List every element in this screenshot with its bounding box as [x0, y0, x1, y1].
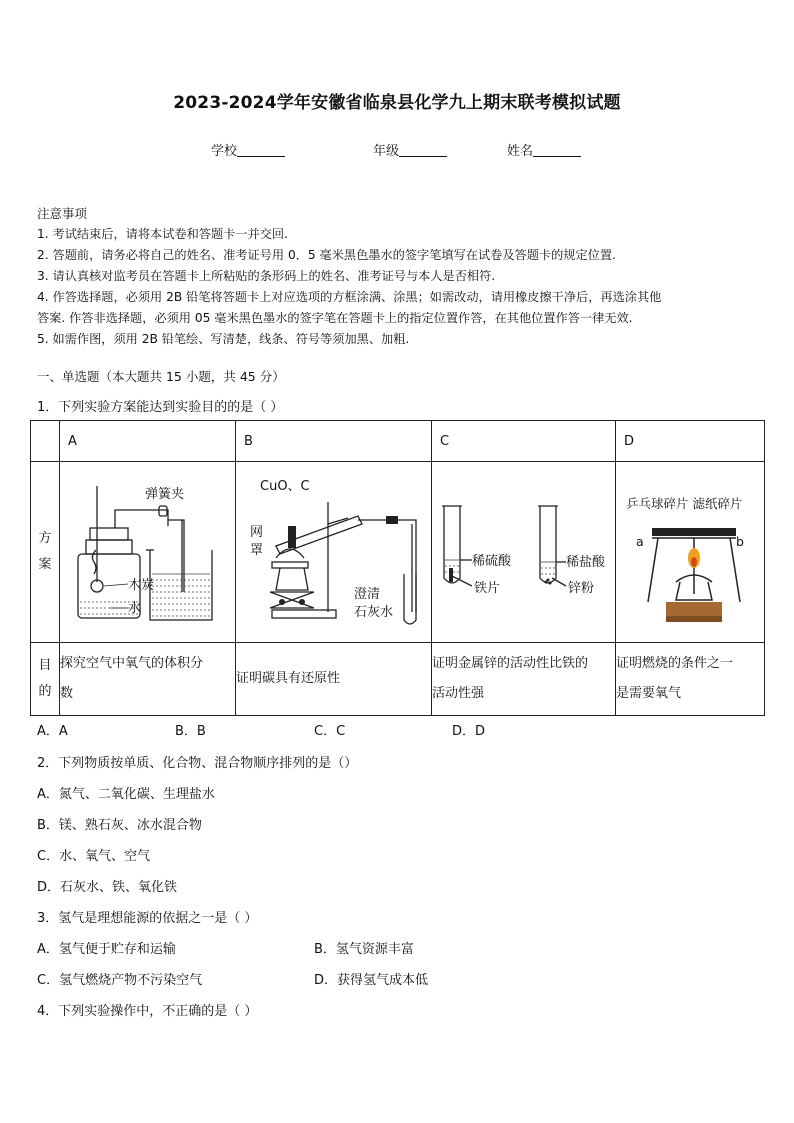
carbon-reduction-apparatus-figure	[236, 462, 432, 638]
grade-label: 年级	[373, 144, 400, 159]
metal-activity-figure	[432, 462, 616, 638]
section-heading: 一、单选题（本大题共 15 小题，共 45 分）	[37, 369, 285, 384]
notice-item: 4. 作答选择题，必须用 2B 铅笔将答题卡上对应选项的方框涂满、涂黑；如需改动，请用橡皮擦干净后，再选涂其他	[37, 290, 662, 304]
notice-item: 答案. 作答非选择题，必须用 05 毫米黑色墨水的签字笔在答题卡上的指定位置作答，在其他位置作答一律无效.	[37, 311, 633, 325]
question-1-table	[30, 420, 765, 716]
school-field	[211, 140, 285, 159]
q1-option-c[interactable]: C．C	[314, 724, 346, 739]
col-header-c	[432, 421, 616, 462]
col-header-a	[60, 421, 236, 462]
label-net-1: 网	[250, 525, 264, 540]
grade-blank	[399, 143, 447, 157]
col-label: D	[624, 433, 635, 449]
figure-d-cell	[616, 462, 765, 643]
q1-option-b[interactable]: B．B	[175, 724, 206, 739]
goal-c: 证明金属锌的活动性比铁的 活动性强	[432, 643, 616, 716]
question-3-stem: 3．氢气是理想能源的依据之一是（ ）	[37, 911, 258, 926]
goal-d: 证明燃烧的条件之一 是需要氧气	[616, 643, 765, 716]
scheme-row-label: 方 案	[31, 462, 60, 643]
figure-b-cell	[236, 462, 432, 643]
q2-option-b[interactable]: B．镁、熟石灰、冰水混合物	[37, 818, 202, 833]
col-label: C	[440, 433, 450, 449]
label-a: a	[636, 534, 644, 549]
label-cuo-c: CuO、C	[260, 479, 310, 494]
col-label: B	[244, 433, 253, 449]
label-water: 水	[128, 601, 142, 616]
q2-option-a[interactable]: A．氮气、二氧化碳、生理盐水	[37, 787, 215, 802]
page-title: 2023-2024学年安徽省临泉县化学九上期末联考模拟试题	[173, 93, 621, 113]
school-blank	[237, 143, 285, 157]
question-2-stem: 2．下列物质按单质、化合物、混合物顺序排列的是（）	[37, 756, 358, 771]
goal-row-label: 目 的	[31, 643, 60, 716]
label-dilute-sulfuric-acid: 稀硫酸	[472, 554, 512, 569]
label-charcoal: 木炭	[128, 578, 155, 593]
label-net-2: 罩	[250, 543, 264, 558]
name-field	[507, 140, 581, 159]
notice-item: 5. 如需作图，须用 2B 铅笔绘、写清楚，线条、符号等须加黑、加粗.	[37, 332, 410, 346]
oxygen-volume-apparatus-figure	[60, 462, 236, 638]
goal-b: 证明碳具有还原性	[236, 643, 432, 716]
col-header-d	[616, 421, 765, 462]
notice-block	[37, 203, 767, 350]
col-label: A	[68, 433, 77, 449]
school-label: 学校	[211, 144, 238, 159]
name-blank	[533, 143, 581, 157]
label-limewater-2: 石灰水	[354, 605, 394, 620]
q2-option-c[interactable]: C．水、氧气、空气	[37, 849, 151, 864]
q3-option-a[interactable]: A．氢气便于贮存和运输	[37, 942, 176, 957]
q3-option-b[interactable]: B．氢气资源丰富	[314, 942, 414, 957]
q3-option-d[interactable]: D．获得氢气成本低	[314, 973, 429, 988]
scheme-row	[31, 462, 765, 643]
figure-c-cell	[432, 462, 616, 643]
question-4-stem: 4．下列实验操作中，不正确的是（ ）	[37, 1004, 258, 1019]
q1-option-a[interactable]: A．A	[37, 724, 68, 739]
notice-item: 2. 答题前，请务必将自己的姓名、准考证号用 0．5 毫米黑色墨水的签字笔填写在试卷及答题卡的规定位置.	[37, 248, 616, 262]
label-zinc-powder: 锌粉	[568, 581, 595, 596]
q3-option-c[interactable]: C．氢气燃烧产物不污染空气	[37, 973, 203, 988]
figure-a-cell	[60, 462, 236, 643]
question-1-stem: 1．下列实验方案能达到实验目的的是（ ）	[37, 400, 284, 415]
combustion-conditions-figure	[616, 462, 765, 638]
label-b: b	[736, 534, 744, 549]
q1-option-d[interactable]: D．D	[452, 724, 486, 739]
notice-item: 3. 请认真核对监考员在答题卡上所粘贴的条形码上的姓名、准考证号与本人是否相符.	[37, 269, 496, 283]
q2-option-d[interactable]: D．石灰水、铁、氧化铁	[37, 880, 178, 895]
grade-field	[373, 140, 447, 159]
label-iron-sheet: 铁片	[474, 581, 501, 596]
table-corner-cell	[31, 421, 60, 462]
col-header-b	[236, 421, 432, 462]
label-dilute-hydrochloric-acid: 稀盐酸	[566, 555, 606, 570]
label-spring-clamp: 弹簧夹	[145, 487, 185, 502]
table-header-row	[31, 421, 765, 462]
goal-a: 探究空气中氧气的体积分 数	[60, 643, 236, 716]
goal-row	[31, 643, 765, 716]
notice-title: 注意事项	[37, 206, 88, 221]
notice-item: 1. 考试结束后，请将本试卷和答题卡一并交回.	[37, 227, 288, 241]
label-limewater-1: 澄清	[354, 587, 381, 602]
name-label: 姓名	[507, 144, 534, 159]
label-pingpong-filterpaper: 乒乓球碎片 滤纸碎片	[626, 496, 743, 511]
